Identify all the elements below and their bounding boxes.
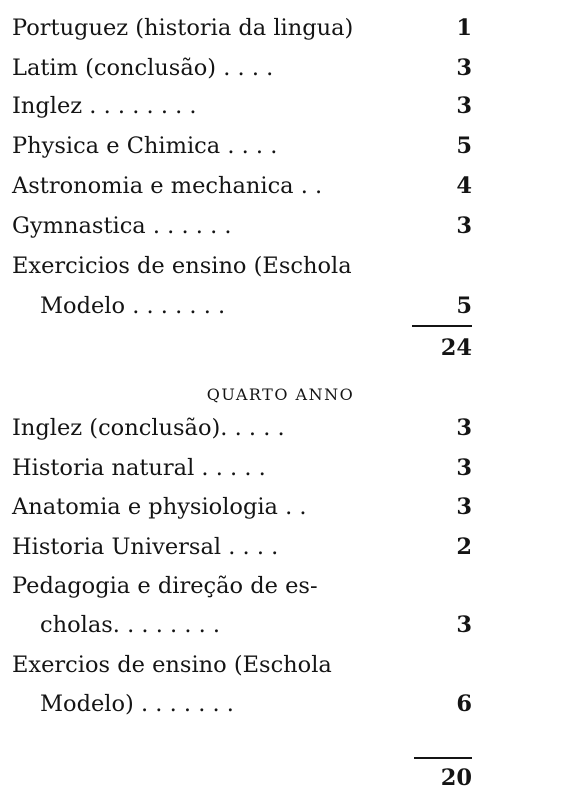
subject-label: Astronomia e mechanica . . <box>12 173 323 199</box>
subject-row-cholas <box>12 607 472 643</box>
subject-row-modelo <box>12 288 472 324</box>
subject-label: Latim (conclusão) . . . . <box>12 55 274 81</box>
subject-row-latim <box>12 50 472 86</box>
subject-row-exercios <box>12 647 472 683</box>
subject-label: Gymnastica . . . . . . <box>12 213 232 239</box>
subject-label: Historia Universal . . . . <box>12 534 279 560</box>
section-total: 24 <box>440 335 472 361</box>
subject-row-portuguez <box>12 10 472 46</box>
subject-hours: 3 <box>456 213 472 239</box>
total-rule <box>412 325 472 327</box>
subject-row-inglez-conclusao <box>12 410 472 446</box>
subject-hours: 6 <box>456 691 472 717</box>
subject-row-physica <box>12 128 472 164</box>
subject-row-inglez <box>12 88 472 124</box>
subject-label: Modelo) . . . . . . . <box>40 691 234 717</box>
subject-row-historia-natural <box>12 450 472 486</box>
subject-label: Physica e Chimica . . . . <box>12 133 278 159</box>
subject-row-modelo-quarto <box>12 686 472 722</box>
subject-hours: 5 <box>456 293 472 319</box>
subject-hours: 3 <box>456 93 472 119</box>
subject-hours: 3 <box>456 494 472 520</box>
subject-label: Exercicios de ensino (Eschola <box>12 253 352 279</box>
subject-label: Portuguez (historia da lingua) <box>12 15 354 41</box>
subject-row-astronomia <box>12 168 472 204</box>
subject-label: Exercios de ensino (Eschola <box>12 652 332 678</box>
subject-hours: 3 <box>456 415 472 441</box>
subject-hours: 3 <box>456 612 472 638</box>
subject-label: Inglez . . . . . . . . <box>12 93 197 119</box>
subject-row-historia-universal <box>12 529 472 565</box>
total-rule <box>414 757 472 759</box>
subject-row-gymnastica <box>12 208 472 244</box>
subject-hours: 3 <box>456 455 472 481</box>
subject-row-exercicios <box>12 248 472 284</box>
section-total: 20 <box>440 765 472 791</box>
subject-label: Historia natural . . . . . <box>12 455 266 481</box>
subject-label: cholas. . . . . . . . <box>40 612 221 638</box>
subject-hours: 4 <box>456 173 472 199</box>
subject-hours: 1 <box>456 15 472 41</box>
section-heading: QUARTO ANNO <box>206 385 355 404</box>
subject-label: Inglez (conclusão). . . . . <box>12 415 285 441</box>
subject-hours: 2 <box>456 534 472 560</box>
subject-label: Anatomia e physiologia . . <box>12 494 307 520</box>
subject-row-pedagogia <box>12 568 472 604</box>
subject-label: Modelo . . . . . . . <box>40 293 226 319</box>
subject-hours: 5 <box>456 133 472 159</box>
subject-row-anatomia <box>12 489 472 525</box>
subject-hours: 3 <box>456 55 472 81</box>
subject-label: Pedagogia e direção de es- <box>12 573 318 599</box>
